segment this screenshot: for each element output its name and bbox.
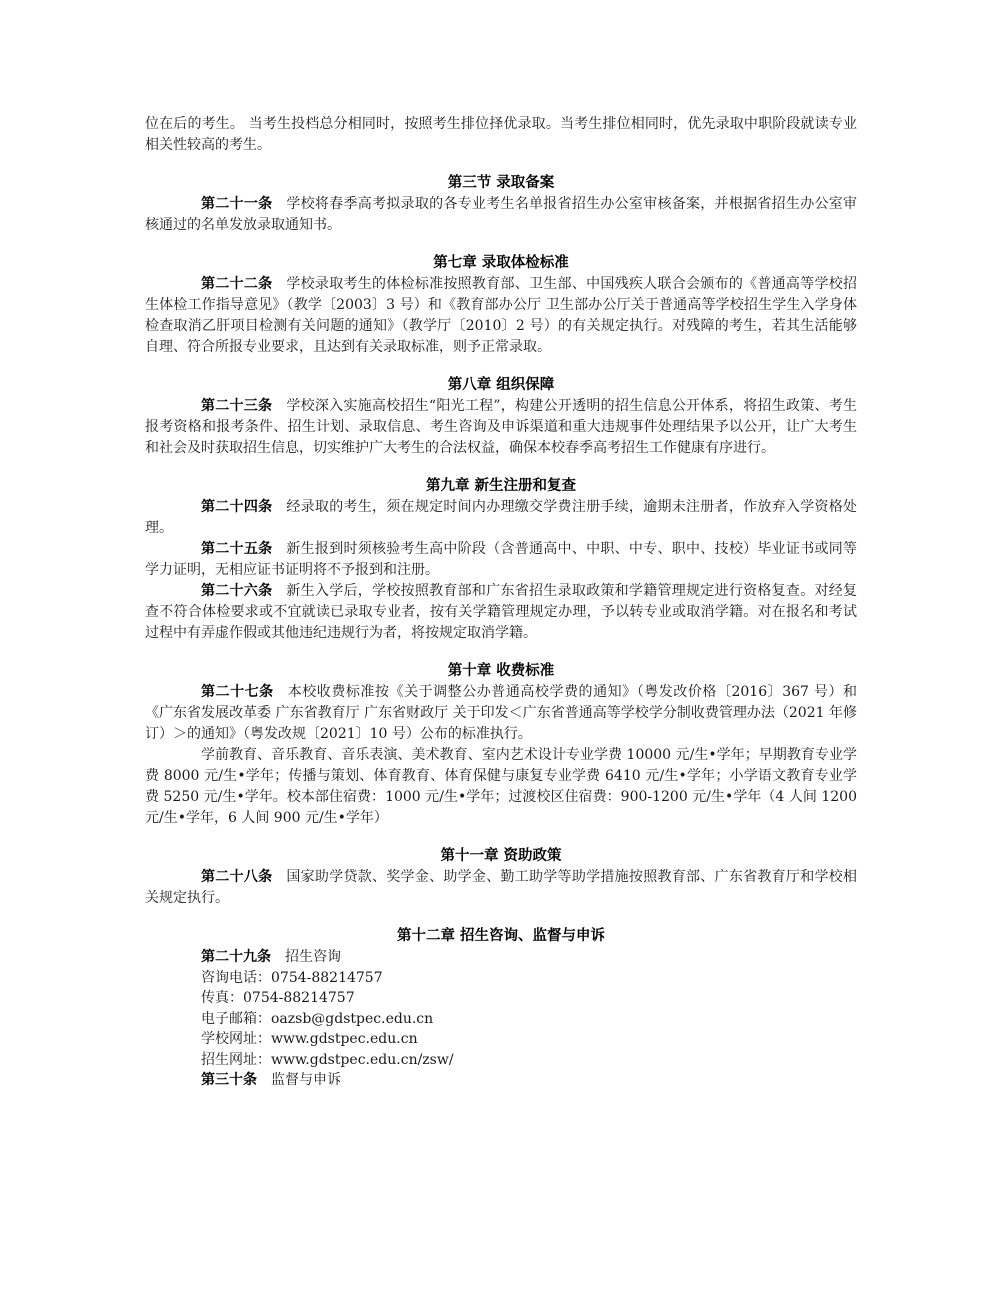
article-22 <box>145 274 857 358</box>
article-29-label: 第二十九条 <box>201 949 271 965</box>
article-28 <box>145 867 857 909</box>
article-28-label: 第二十八条 <box>201 869 273 885</box>
document-page <box>145 114 857 1091</box>
article-24-text: 经录取的考生，须在规定时间内办理缴交学费注册手续，逾期未注册者，作放弃入学资格处理。 <box>145 499 858 536</box>
article-23-label: 第二十三条 <box>201 398 273 414</box>
article-29 <box>201 947 857 968</box>
chapter-12-heading: 第十二章 招生咨询、监督与申诉 <box>396 928 606 944</box>
intro-paragraph: 位在后的考生。 当考生投档总分相同时，按照考生排位择优录取。当考生排位相同时，优先录取中职阶段就读专业相关性较高的考生。 <box>145 116 857 153</box>
article-29-text: 招生咨询 <box>285 949 341 965</box>
contact-school-website[interactable]: 学校网址：www.gdstpec.edu.cn <box>201 1031 418 1047</box>
article-22-label: 第二十二条 <box>201 276 273 292</box>
article-25-label: 第二十五条 <box>201 541 273 557</box>
article-21 <box>145 194 857 236</box>
article-26-label: 第二十六条 <box>201 583 273 599</box>
chapter-11-heading: 第十一章 资助政策 <box>440 848 562 864</box>
article-28-text: 国家助学贷款、奖学金、助学金、勤工助学等助学措施按照教育部、广东省教育厅和学校相关规定执行。 <box>145 869 858 906</box>
article-22-text: 学校录取考生的体检标准按照教育部、卫生部、中国残疾人联合会颁布的《普通高等学校招生体检工作指导意见》（教学〔2003〕3 号）和《教育部办公厅 卫生部办公厅关于普通高等学校招生学生入学身体检查取消乙肝项目检测有关问题的通知》（教学厅〔2010〕2 号）的有关规定执行。对残障的考生，若其生活能够自理、符合所报专业要求，且达到有关录取标准，则予正常录取。 <box>145 276 858 355</box>
article-23-text: 学校深入实施高校招生“阳光工程”，构建公开透明的招生信息公开体系，将招生政策、考生报考资格和报考条件、招生计划、录取信息、考生咨询及申诉渠道和重大违规事件处理结果予以公开，让广大考生和社会及时获取招生信息，切实维护广大考生的合法权益，确保本校春季高考招生工作健康有序进行。 <box>145 398 858 456</box>
contact-phone: 咨询电话：0754-88214757 <box>201 969 383 986</box>
article-26 <box>145 581 857 644</box>
contact-admission-website[interactable]: 招生网址：www.gdstpec.edu.cn/zsw/ <box>201 1051 454 1068</box>
section-heading-3: 第三节 录取备案 <box>447 175 555 191</box>
article-23 <box>145 396 857 459</box>
article-24-label: 第二十四条 <box>201 499 273 515</box>
article-26-text: 新生入学后，学校按照教育部和广东省招生录取政策和学籍管理规定进行资格复查。对经复查不符合体检要求或不宜就读已录取专业者，按有关学籍管理规定办理，予以转专业或取消学籍。对在报名和考试过程中有弄虚作假或其他违纪违规行为者，将按规定取消学籍。 <box>145 583 858 641</box>
contact-fax: 传真：0754-88214757 <box>201 990 355 1006</box>
article-30-text: 监督与申诉 <box>271 1072 341 1088</box>
article-30-label: 第三十条 <box>201 1072 257 1088</box>
article-25-text: 新生报到时须核验考生高中阶段（含普通高中、中职、中专、职中、技校）毕业证书或同等学力证明，无相应证书证明将不予报到和注册。 <box>145 541 858 578</box>
article-21-label: 第二十一条 <box>201 196 273 212</box>
article-27-text: 本校收费标准按《关于调整公办普通高校学费的通知》（粤发改价格〔2016〕367 号）和《广东省发展改革委 广东省教育厅 广东省财政厅 关于印发＜广东省普通高等学校学分制收费管理办法（2021 年修订）＞的通知》（粤发改规〔2021〕10 号）公布的标准执行。 <box>145 684 857 742</box>
contact-email[interactable]: 电子邮箱：oazsb@gdstpec.edu.cn <box>201 1010 434 1027</box>
article-25 <box>145 539 857 581</box>
chapter-7-heading: 第七章 录取体检标准 <box>433 255 569 271</box>
fees-paragraph: 学前教育、音乐教育、音乐表演、美术教育、室内艺术设计专业学费 10000 元/生•学年；早期教育专业学费 8000 元/生•学年；传播与策划、体育教育、体育保健与康复专业学费 6410 元/生•学年；小学语文教育专业学费 5250 元/生•学年。校本部住宿费：1000 元/生•学年；过渡校区住宿费：900-1200 元/生•学年（4 人间 1200 元/生•学年，6 人间 900 元/生•学年） <box>145 747 857 826</box>
article-30 <box>201 1070 857 1091</box>
article-27-label: 第二十七条 <box>201 684 274 700</box>
article-24 <box>145 497 857 539</box>
chapter-8-heading: 第八章 组织保障 <box>447 377 555 393</box>
chapter-9-heading: 第九章 新生注册和复查 <box>425 478 577 494</box>
article-27 <box>145 682 857 745</box>
article-21-text: 学校将春季高考拟录取的各专业考生名单报省招生办公室审核备案，并根据省招生办公室审核通过的名单发放录取通知书。 <box>145 196 858 233</box>
chapter-10-heading: 第十章 收费标准 <box>447 663 555 679</box>
